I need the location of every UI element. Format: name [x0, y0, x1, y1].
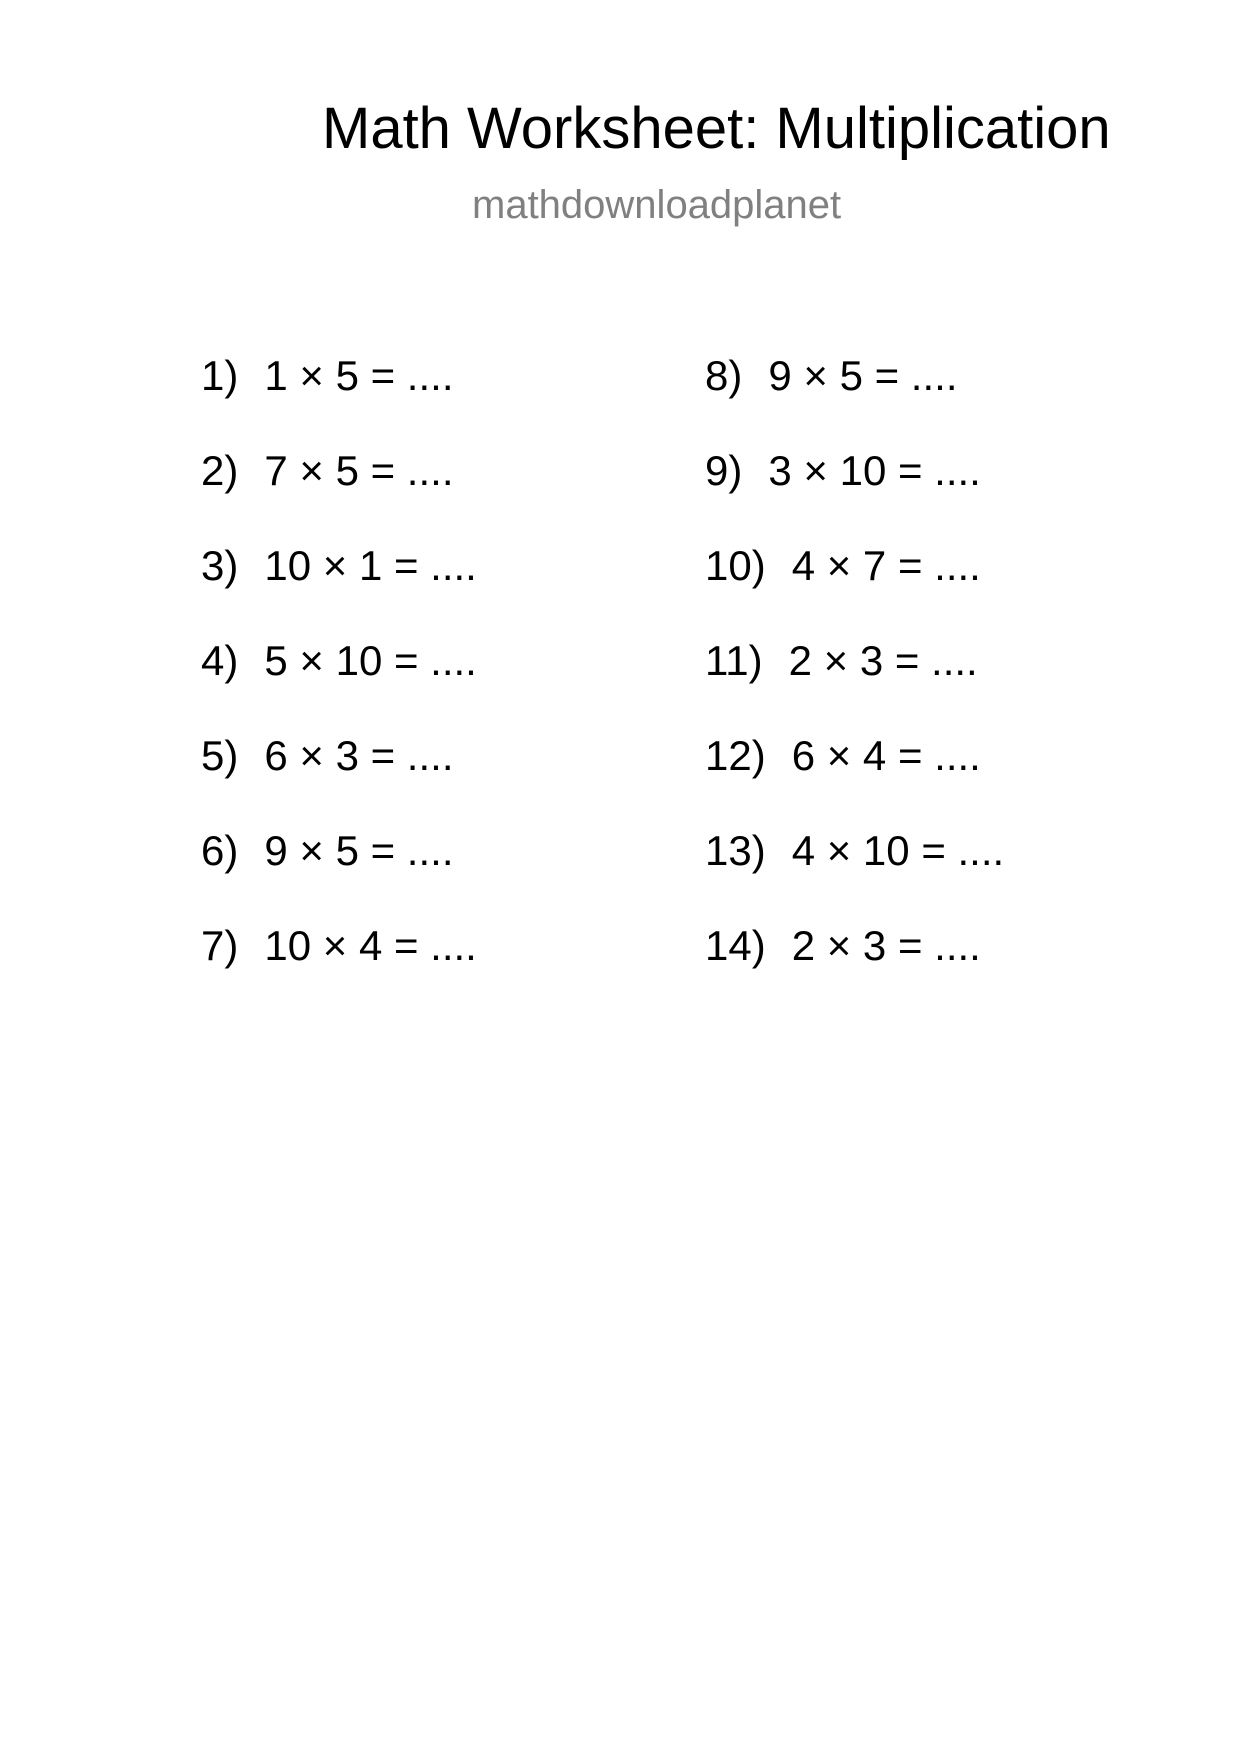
problem-item	[201, 922, 477, 1020]
problem-number: 12)	[705, 732, 766, 779]
problem-item	[201, 637, 477, 735]
problem-expression: 6 × 3 = ....	[264, 732, 454, 779]
problem-item	[705, 542, 1004, 640]
problem-expression: 10 × 4 = ....	[264, 922, 477, 969]
problem-number: 2)	[201, 447, 239, 494]
problem-number: 7)	[201, 922, 239, 969]
problem-item	[201, 542, 477, 640]
problem-column-right	[705, 352, 1005, 1020]
problem-expression: 4 × 10 = ....	[791, 827, 1005, 874]
problem-item	[201, 352, 477, 450]
problem-expression: 9 × 5 = ....	[768, 352, 958, 399]
problem-item	[705, 732, 1004, 830]
problem-expression: 9 × 5 = ....	[264, 827, 454, 874]
problem-number: 8)	[705, 352, 743, 399]
problem-expression: 7 × 5 = ....	[264, 447, 454, 494]
problem-number: 4)	[201, 637, 239, 684]
problem-expression: 10 × 1 = ....	[264, 542, 477, 589]
page-subtitle: mathdownloadplanet	[472, 183, 842, 227]
problem-expression: 5 × 10 = ....	[264, 637, 477, 684]
problem-expression: 3 × 10 = ....	[768, 447, 981, 494]
problem-expression: 1 × 5 = ....	[264, 352, 454, 399]
problem-item	[201, 447, 477, 545]
problem-number: 5)	[201, 732, 239, 779]
problem-item	[201, 827, 477, 925]
problem-item	[201, 732, 477, 830]
problem-number: 10)	[705, 542, 766, 589]
problem-item	[705, 637, 1004, 735]
problem-number: 13)	[705, 827, 766, 874]
problem-number: 14)	[705, 922, 766, 969]
problem-number: 11)	[705, 637, 763, 684]
problem-expression: 6 × 4 = ....	[791, 732, 981, 779]
problem-number: 3)	[201, 542, 239, 589]
problem-item	[705, 352, 1004, 450]
problem-number: 1)	[201, 352, 239, 399]
problem-expression: 2 × 3 = ....	[788, 637, 978, 684]
problem-item	[705, 447, 1004, 545]
page-title: Math Worksheet: Multiplication	[322, 96, 1111, 161]
problem-item	[705, 827, 1005, 925]
problem-number: 6)	[201, 827, 239, 874]
problem-expression: 2 × 3 = ....	[791, 922, 981, 969]
problem-expression: 4 × 7 = ....	[791, 542, 981, 589]
problem-item	[705, 922, 1004, 1020]
problem-column-left	[201, 352, 477, 1020]
problem-number: 9)	[705, 447, 743, 494]
